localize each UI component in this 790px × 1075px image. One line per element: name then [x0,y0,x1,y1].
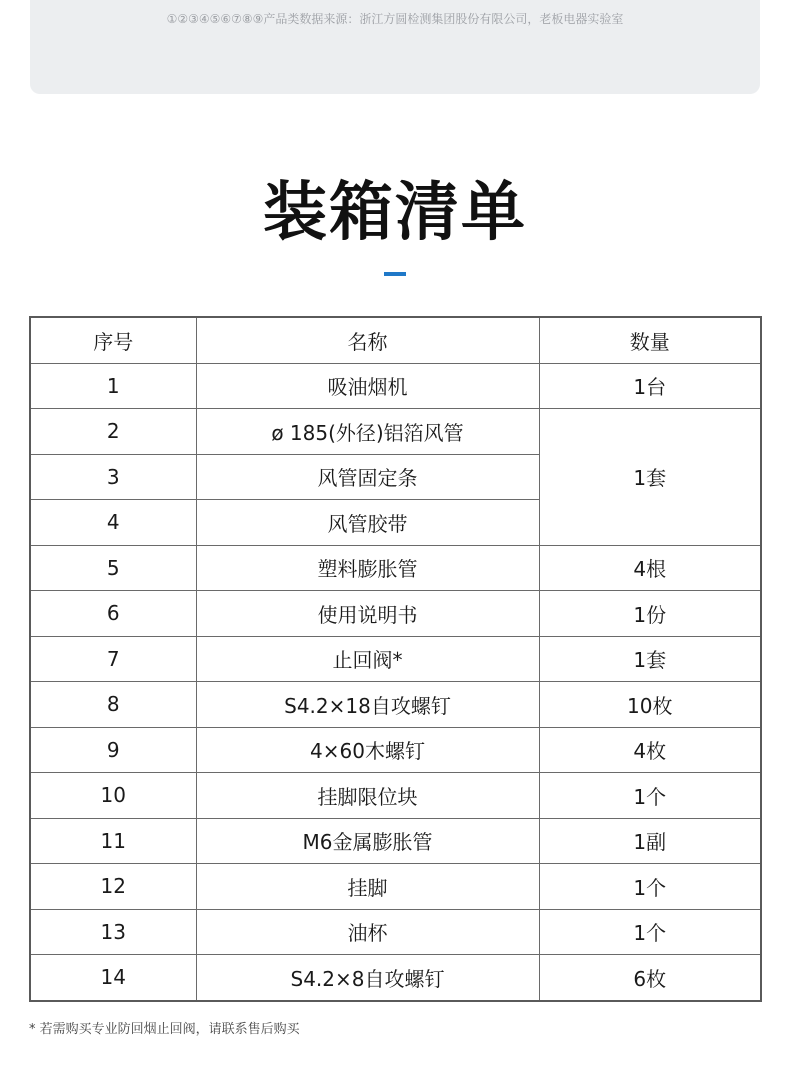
row-no: 2 [30,409,196,455]
row-no: 13 [30,909,196,955]
table-row [30,409,761,455]
row-no: 4 [30,500,196,546]
row-qty: 1个 [539,773,761,819]
row-name: 油杯 [196,909,539,955]
row-qty: 6枚 [539,955,761,1001]
row-no: 14 [30,955,196,1001]
table-row [30,864,761,910]
row-qty: 4枚 [539,727,761,773]
row-qty: 1套 [539,636,761,682]
row-name: 风管固定条 [196,454,539,500]
row-name: 吸油烟机 [196,363,539,409]
row-no: 7 [30,636,196,682]
table-row [30,636,761,682]
row-qty: 1台 [539,363,761,409]
footnote: * 若需购买专业防回烟止回阀，请联系售后购买 [29,1022,300,1037]
row-name: M6金属膨胀管 [196,818,539,864]
row-qty: 10枚 [539,682,761,728]
table-row [30,591,761,637]
header-no: 序号 [30,317,196,363]
row-name: 挂脚 [196,864,539,910]
row-name: 4×60木螺钉 [196,727,539,773]
page-title: 装箱清单 [263,176,527,250]
row-no: 9 [30,727,196,773]
row-no: 5 [30,545,196,591]
row-no: 6 [30,591,196,637]
source-note: ①②③④⑤⑥⑦⑧⑨产品类数据来源：浙江方圆检测集团股份有限公司，老板电器实验室 [166,12,624,26]
row-qty-merged: 1套 [539,409,761,546]
row-name: 挂脚限位块 [196,773,539,819]
table-row [30,363,761,409]
source-note-panel [30,0,760,94]
row-name: 止回阀* [196,636,539,682]
table-row [30,909,761,955]
row-name: 塑料膨胀管 [196,545,539,591]
row-name: 使用说明书 [196,591,539,637]
header-qty: 数量 [539,317,761,363]
table-row [30,773,761,819]
row-qty: 1个 [539,864,761,910]
table-row [30,545,761,591]
packing-list-table [29,316,762,1002]
row-name: S4.2×8自攻螺钉 [196,955,539,1001]
row-name: ø 185(外径)铝箔风管 [196,409,539,455]
table-row [30,727,761,773]
row-qty: 1副 [539,818,761,864]
row-name: S4.2×18自攻螺钉 [196,682,539,728]
row-no: 11 [30,818,196,864]
row-name: 风管胶带 [196,500,539,546]
row-no: 1 [30,363,196,409]
row-qty: 1份 [539,591,761,637]
row-no: 10 [30,773,196,819]
row-no: 12 [30,864,196,910]
title-accent-bar [384,272,406,276]
row-no: 8 [30,682,196,728]
row-qty: 4根 [539,545,761,591]
row-no: 3 [30,454,196,500]
table-row [30,955,761,1001]
header-name: 名称 [196,317,539,363]
row-qty: 1个 [539,909,761,955]
table-header-row [30,317,761,363]
table-row [30,818,761,864]
table-row [30,682,761,728]
